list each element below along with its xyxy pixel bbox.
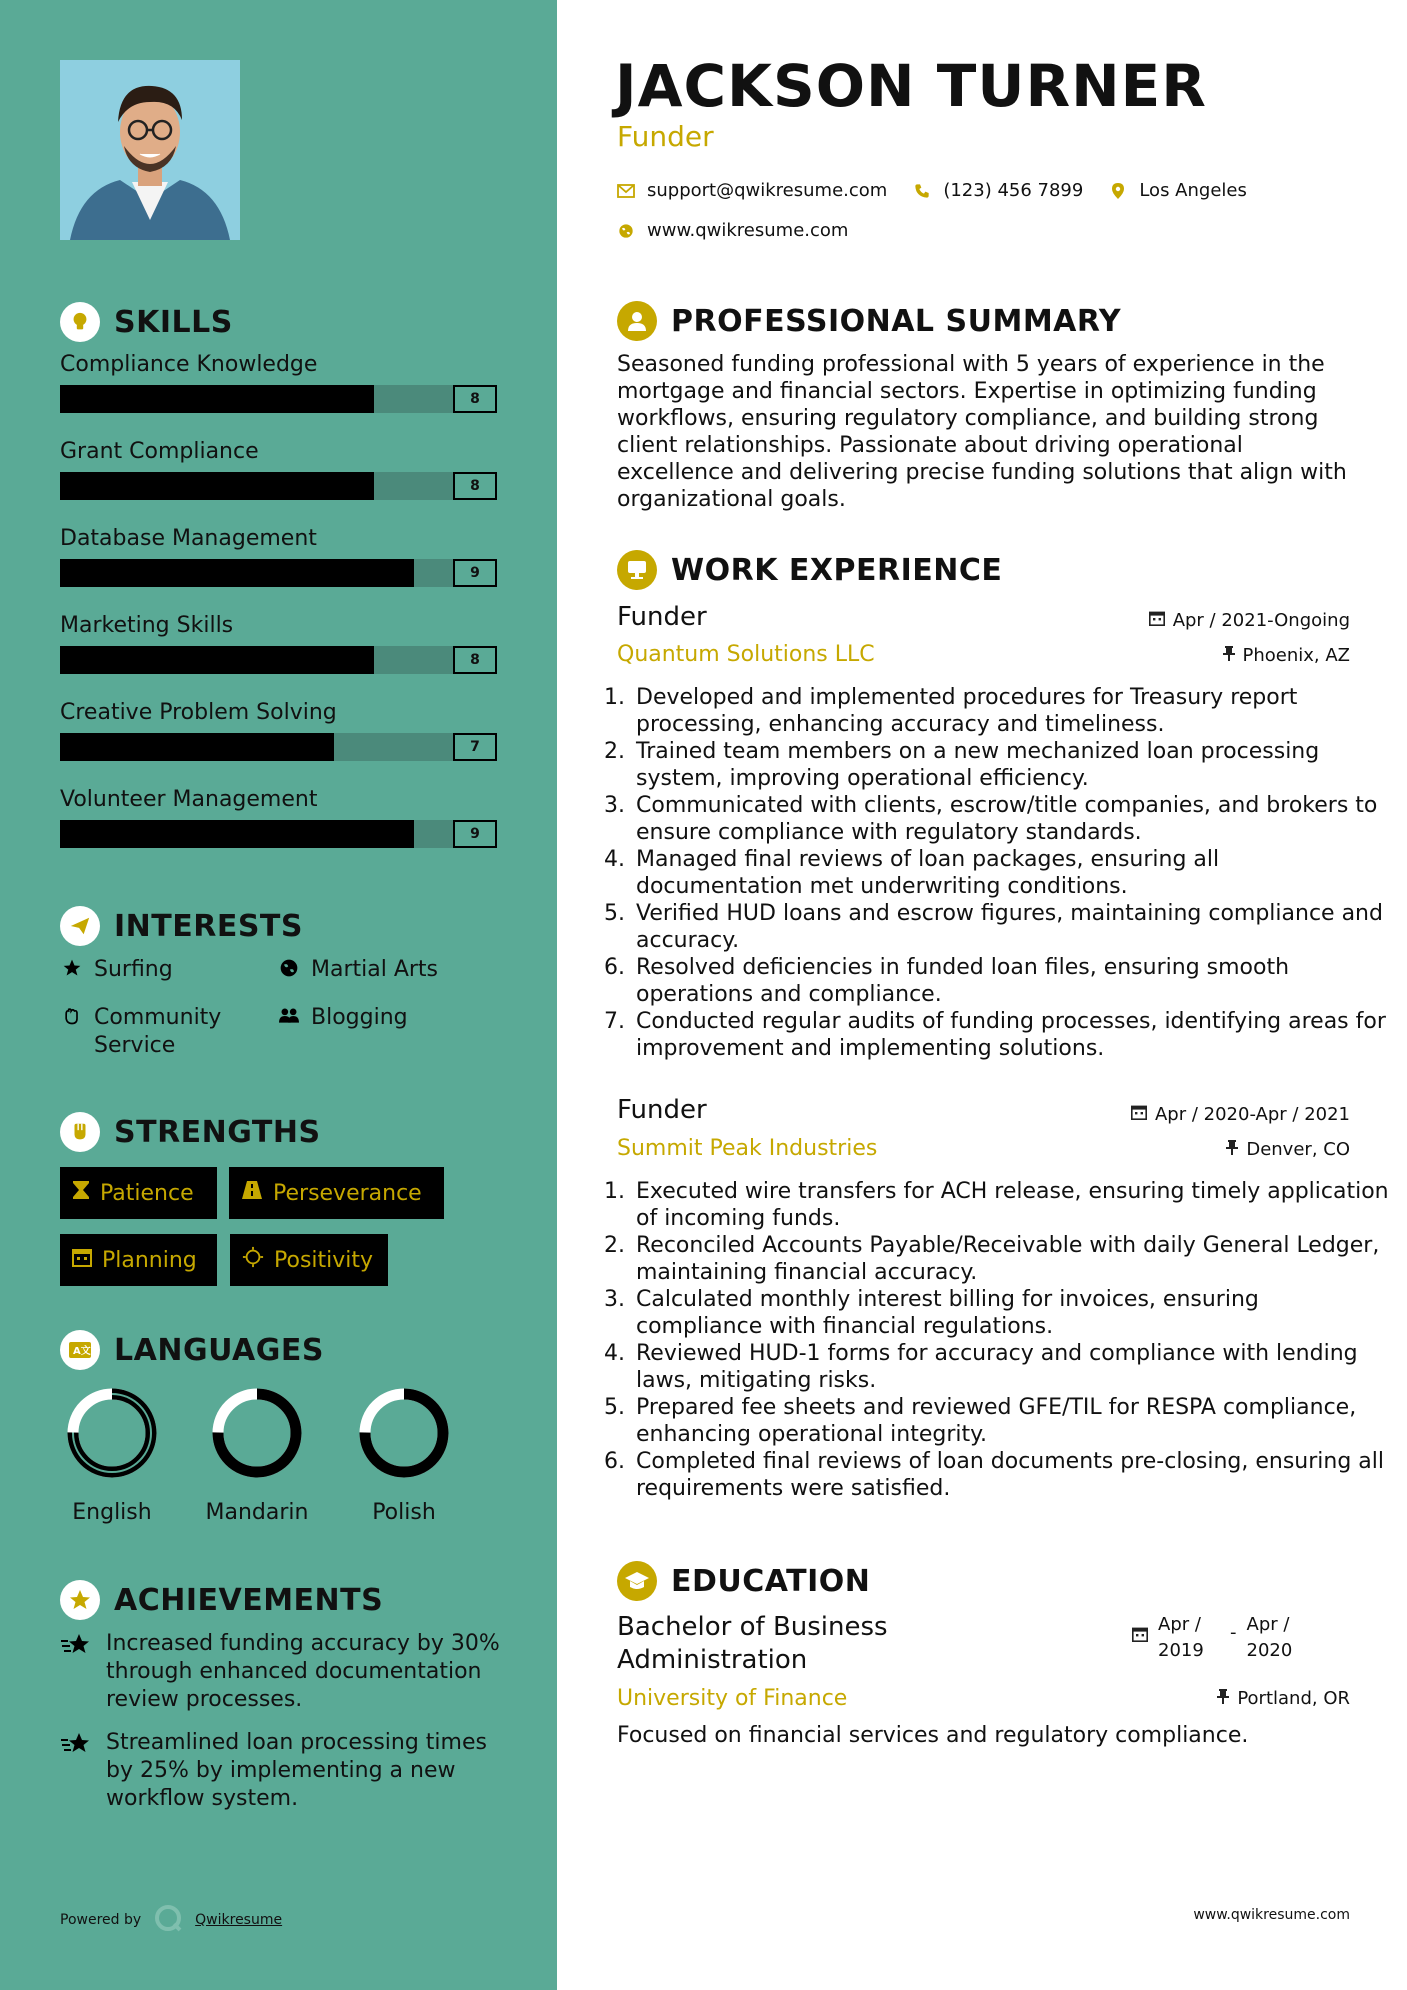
duty-item: 4. Reviewed HUD-1 forms for accuracy and compliance with lending laws, mitigating risks. — [632, 1340, 1392, 1394]
qwikresume-link[interactable]: Qwikresume — [195, 1912, 283, 1928]
job-dates-text: Apr / 2021-Ongoing — [1172, 610, 1350, 631]
company-name: Summit Peak Industries — [617, 1136, 878, 1161]
school-location — [1217, 1688, 1350, 1709]
skill-name: Marketing Skills — [60, 613, 234, 638]
calendar-icon — [1149, 610, 1165, 631]
qwikresume-logo-icon — [153, 1903, 183, 1937]
location-text: Los Angeles — [1139, 180, 1247, 201]
skill-name: Compliance Knowledge — [60, 352, 318, 377]
interests-header — [60, 906, 303, 946]
experience-header — [617, 550, 1002, 590]
duty-item: 2. Reconciled Accounts Payable/Receivable with daily General Ledger, maintaining financial accuracy. — [632, 1232, 1392, 1286]
education-description: Focused on financial services and regulatory compliance. — [617, 1723, 1249, 1748]
skill-level-badge: 9 — [453, 559, 497, 587]
skill-level-badge: 8 — [453, 646, 497, 674]
skill-bar — [60, 385, 497, 413]
shooting-star-icon — [60, 1729, 94, 1813]
interest-item — [277, 956, 497, 984]
briefcase-icon — [617, 550, 657, 590]
skill-level-badge: 9 — [453, 820, 497, 848]
duty-item: 1. Developed and implemented procedures for Treasury report processing, enhancing accuracy and timeliness. — [632, 684, 1392, 738]
website-link[interactable]: www.qwikresume.com — [647, 220, 849, 241]
job-location — [1223, 645, 1351, 666]
school-location-text: Portland, OR — [1237, 1688, 1350, 1709]
phone-icon — [913, 183, 931, 199]
summary-title: PROFESSIONAL SUMMARY — [671, 303, 1122, 339]
education-end-date: Apr / 2020 — [1246, 1614, 1293, 1661]
duty-item: 1. Executed wire transfers for ACH release, ensuring timely application of incoming funds. — [632, 1178, 1392, 1232]
profile-photo — [60, 60, 240, 240]
experience-title: WORK EXPERIENCE — [671, 552, 1003, 588]
fist-icon — [60, 1112, 100, 1152]
contact-row — [617, 180, 1247, 201]
skill-level-badge: 8 — [453, 472, 497, 500]
achievement-text: Streamlined loan processing times by 25% by implementing a new workflow system. — [106, 1730, 487, 1811]
education-dates — [1132, 1612, 1309, 1664]
graduation-cap-icon — [617, 1561, 657, 1601]
job-dates — [1131, 1104, 1350, 1125]
education-title: EDUCATION — [671, 1563, 871, 1599]
duty-item: 3. Communicated with clients, escrow/title companies, and brokers to ensure compliance with regulatory standards. — [632, 792, 1392, 846]
language-label: Polish — [372, 1500, 436, 1525]
footer-website-link[interactable]: www.qwikresume.com — [1193, 1907, 1350, 1923]
pushpin-icon — [1226, 1139, 1238, 1160]
skill-name: Volunteer Management — [60, 787, 318, 812]
strengths-title: STRENGTHS — [114, 1114, 321, 1150]
skill-bar — [60, 733, 497, 761]
education-header — [617, 1561, 870, 1601]
school-name: University of Finance — [617, 1686, 848, 1711]
website-row — [617, 220, 848, 241]
interest-item — [60, 1004, 260, 1060]
duties-list — [612, 1178, 1392, 1502]
language-level-ring — [359, 1388, 449, 1478]
calendar-icon — [72, 1247, 92, 1273]
duties-list — [612, 684, 1392, 1062]
pushpin-icon — [1223, 645, 1235, 666]
email-link[interactable]: support@qwikresume.com — [647, 180, 888, 201]
skill-item — [60, 526, 497, 587]
skill-bar — [60, 820, 497, 848]
user-icon — [617, 301, 657, 341]
strength-label: Positivity — [274, 1247, 374, 1273]
skill-item — [60, 787, 497, 848]
strength-chip — [229, 1167, 444, 1219]
strength-label: Patience — [100, 1180, 194, 1206]
achievement-item — [60, 1729, 510, 1813]
language-level-ring — [67, 1388, 157, 1478]
main-content — [557, 0, 1407, 1990]
skill-item — [60, 352, 497, 413]
summary-header — [617, 301, 1121, 341]
language-label: Mandarin — [205, 1500, 309, 1525]
education-start-date: Apr / 2019 — [1158, 1614, 1204, 1661]
envelope-icon — [617, 184, 635, 198]
achievement-text: Increased funding accuracy by 30% through enhanced documentation review processes. — [106, 1631, 500, 1712]
duty-item: 7. Conducted regular audits of funding processes, identifying areas for improvement and implementing solutions. — [632, 1008, 1392, 1062]
users-icon — [277, 1004, 301, 1026]
strengths-header — [60, 1112, 321, 1152]
skill-bar — [60, 472, 497, 500]
skill-name: Creative Problem Solving — [60, 700, 337, 725]
powered-by-label: Powered by — [60, 1912, 142, 1928]
interest-label: Blogging — [311, 1005, 408, 1030]
strength-label: Planning — [102, 1247, 197, 1273]
interest-label: Community Service — [94, 1005, 222, 1058]
degree-name: Bachelor of Business Administration — [617, 1612, 888, 1675]
interest-item — [277, 1004, 497, 1032]
achievement-item — [60, 1630, 510, 1714]
skill-bar — [60, 559, 497, 587]
skill-item — [60, 439, 497, 500]
job-location-text: Denver, CO — [1246, 1139, 1350, 1160]
language-ring — [212, 1388, 302, 1482]
skill-bar-fill — [60, 385, 374, 413]
strength-chip — [60, 1167, 217, 1219]
skill-level-badge: 8 — [453, 385, 497, 413]
duty-item: 6. Completed final reviews of loan documents pre-closing, ensuring all requirements were satisfied. — [632, 1448, 1392, 1502]
job-location-text: Phoenix, AZ — [1242, 645, 1350, 666]
paper-plane-icon — [60, 906, 100, 946]
job-dates — [1149, 610, 1350, 631]
phone-number: (123) 456 7899 — [943, 180, 1084, 201]
shooting-star-icon — [60, 1630, 94, 1714]
summary-text: Seasoned funding professional with 5 years of experience in the mortgage and financial sectors. Expertise in optimizing funding workflows, ensuring regulatory compliance, and building strong client relationships. Passionate about driving operational excellence and delivering precise funding solutions that align with organizational goals. — [617, 352, 1347, 512]
sidebar — [0, 0, 557, 1990]
skill-bar-fill — [60, 559, 414, 587]
calendar-icon — [1131, 1104, 1147, 1125]
language-label: English — [72, 1500, 152, 1525]
language-ring — [67, 1388, 157, 1482]
job-title: Funder — [617, 1095, 707, 1125]
skill-bar — [60, 646, 497, 674]
candidate-name: JACKSON TURNER — [615, 52, 1207, 120]
globe-icon — [617, 223, 635, 239]
powered-by — [60, 1903, 282, 1937]
achievements-title: ACHIEVEMENTS — [114, 1582, 384, 1618]
languages-title: LANGUAGES — [114, 1332, 324, 1368]
duty-item: 4. Managed final reviews of loan packages, ensuring all documentation met underwriting conditions. — [632, 846, 1392, 900]
interest-label: Surfing — [94, 957, 173, 982]
sun-icon — [242, 1246, 264, 1274]
achievements-header — [60, 1580, 383, 1620]
skill-name: Database Management — [60, 526, 317, 551]
lightbulb-icon — [60, 302, 100, 342]
duty-item: 2. Trained team members on a new mechanized loan processing system, improving operational efficiency. — [632, 738, 1392, 792]
calendar-icon — [1132, 1612, 1148, 1664]
job-location — [1226, 1139, 1350, 1160]
strength-chip — [60, 1234, 217, 1286]
skill-bar-fill — [60, 646, 374, 674]
interest-item — [60, 956, 260, 984]
svg-text:A文: A文 — [73, 1346, 91, 1357]
duty-item: 6. Resolved deficiencies in funded loan files, ensuring smooth operations and compliance. — [632, 954, 1392, 1008]
date-separator: - — [1230, 1622, 1237, 1643]
skill-item — [60, 700, 497, 761]
globe-icon — [277, 956, 301, 978]
strength-chip — [230, 1234, 388, 1286]
interest-label: Martial Arts — [311, 957, 439, 982]
skill-bar-fill — [60, 472, 374, 500]
duty-item: 5. Verified HUD loans and escrow figures, maintaining compliance and accuracy. — [632, 900, 1392, 954]
hourglass-icon — [72, 1180, 90, 1206]
job-title: Funder — [617, 602, 707, 632]
language-icon — [60, 1330, 100, 1370]
candidate-role: Funder — [617, 120, 714, 153]
skill-bar-fill — [60, 820, 414, 848]
interests-title: INTERESTS — [114, 908, 303, 944]
skill-level-badge: 7 — [453, 733, 497, 761]
duty-item: 3. Calculated monthly interest billing for invoices, ensuring compliance with financial regulations. — [632, 1286, 1392, 1340]
skill-item — [60, 613, 497, 674]
skill-bar-fill — [60, 733, 334, 761]
duty-item: 5. Prepared fee sheets and reviewed GFE/TIL for RESPA compliance, enhancing operational integrity. — [632, 1394, 1392, 1448]
language-ring — [359, 1388, 449, 1482]
job-dates-text: Apr / 2020-Apr / 2021 — [1154, 1104, 1350, 1125]
languages-header — [60, 1330, 324, 1370]
road-icon — [241, 1180, 263, 1206]
skills-header — [60, 302, 233, 342]
language-level-ring — [212, 1388, 302, 1478]
skills-title: SKILLS — [114, 304, 233, 340]
map-pin-icon — [1109, 182, 1127, 200]
pushpin-icon — [1217, 1688, 1229, 1709]
company-name: Quantum Solutions LLC — [617, 642, 875, 667]
strength-label: Perseverance — [273, 1180, 422, 1206]
hand-icon — [60, 1004, 84, 1026]
star-badge-icon — [60, 1580, 100, 1620]
skill-name: Grant Compliance — [60, 439, 259, 464]
star-icon — [60, 956, 84, 978]
